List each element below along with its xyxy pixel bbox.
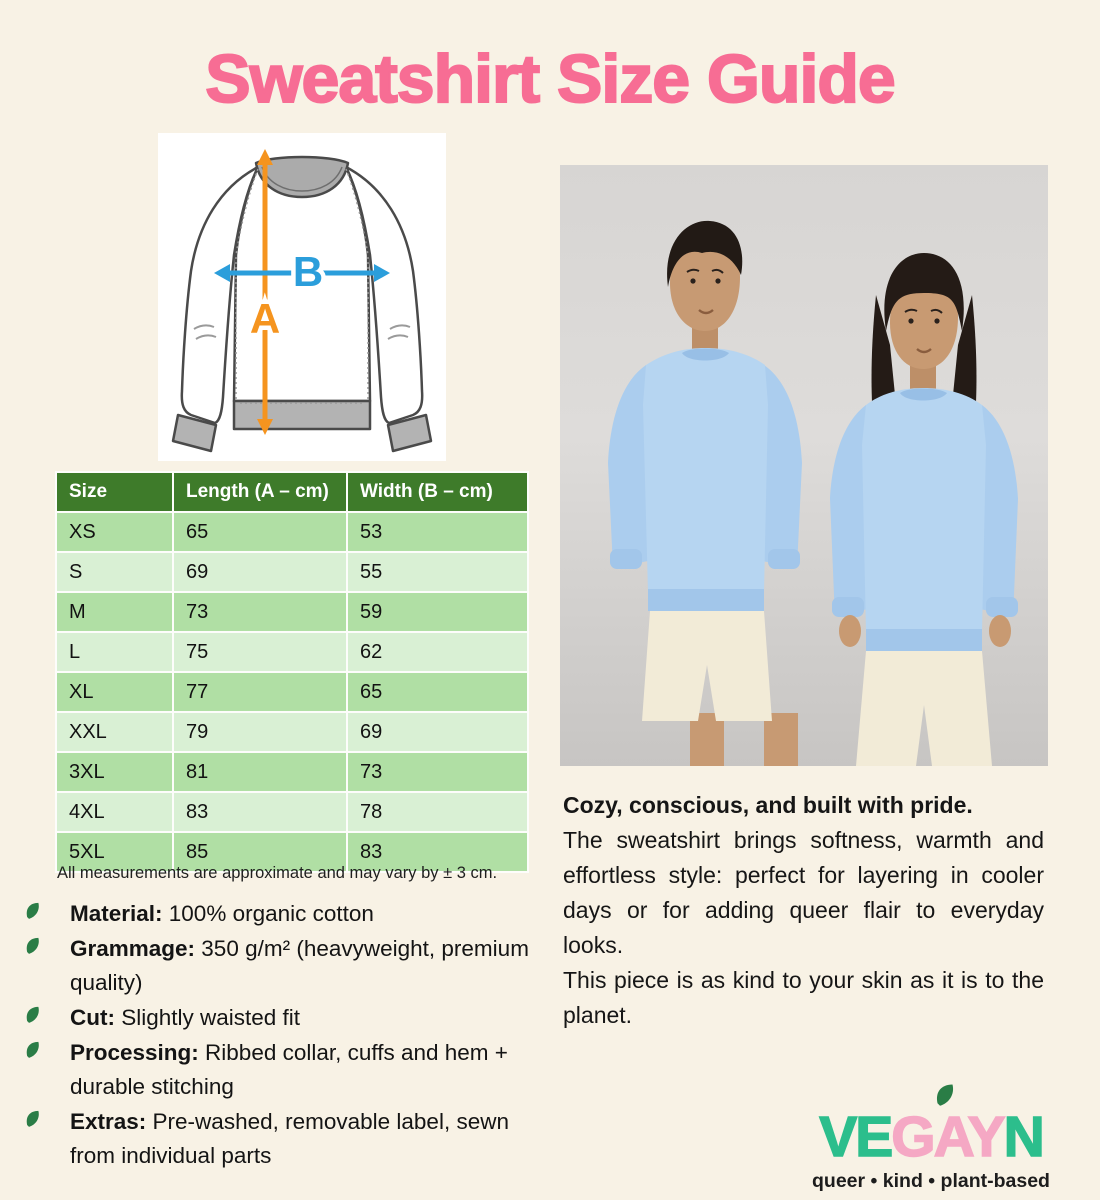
table-cell: 65	[347, 672, 528, 712]
logo-part-1: VE	[819, 1105, 892, 1169]
logo-wordmark	[810, 1105, 1052, 1169]
brand-logo	[810, 1082, 1052, 1194]
feature-label: Extras:	[70, 1109, 147, 1134]
leaves-icon	[24, 1040, 64, 1070]
size-table	[55, 471, 529, 873]
logo-tagline: queer • kind • plant-based	[812, 1170, 1050, 1192]
table-cell: 79	[173, 712, 347, 752]
feature-text: Processing: Ribbed collar, cuffs and hem + durable stitching	[70, 1040, 508, 1099]
description-paragraph-1: The sweatshirt brings softness, warmth and effortless style: perfect for layering in cooler days or for adding queer flair to everyday looks.	[563, 827, 1044, 958]
column-header: Length (A – cm)	[173, 472, 347, 512]
table-cell: 85	[173, 832, 347, 872]
leaves-icon	[24, 936, 64, 966]
table-cell: 75	[173, 632, 347, 672]
measurement-note: All measurements are approximate and may vary by ± 3 cm.	[57, 864, 498, 882]
feature-item	[24, 1036, 536, 1104]
table-row	[56, 552, 528, 592]
table-cell: M	[56, 592, 173, 632]
feature-list	[24, 897, 536, 1174]
models-photo	[560, 165, 1048, 766]
table-cell: XS	[56, 512, 173, 552]
table-cell: 59	[347, 592, 528, 632]
label-a: A	[249, 295, 281, 342]
product-description	[563, 788, 1044, 1033]
feature-label: Grammage:	[70, 936, 196, 961]
table-row	[56, 672, 528, 712]
table-cell: 55	[347, 552, 528, 592]
table-cell: 77	[173, 672, 347, 712]
table-cell: 4XL	[56, 792, 173, 832]
feature-item	[24, 1001, 536, 1035]
leaves-icon	[24, 901, 64, 931]
table-row	[56, 712, 528, 752]
label-b: B	[292, 248, 324, 295]
table-cell: L	[56, 632, 173, 672]
logo-part-3: N	[1003, 1105, 1043, 1169]
leaves-icon	[24, 1109, 64, 1139]
table-cell: 83	[347, 832, 528, 872]
table-cell: 78	[347, 792, 528, 832]
table-row	[56, 512, 528, 552]
sweatshirt-measurement-diagram	[158, 133, 446, 461]
table-row	[56, 632, 528, 672]
feature-text: Extras: Pre-washed, removable label, sewn from individual parts	[70, 1109, 509, 1168]
table-cell: 53	[347, 512, 528, 552]
logo-part-2: GAY	[891, 1105, 1004, 1169]
table-cell: 69	[347, 712, 528, 752]
page-title: Sweatshirt Size Guide	[205, 41, 895, 117]
table-cell: XXL	[56, 712, 173, 752]
table-cell: XL	[56, 672, 173, 712]
table-cell: 73	[173, 592, 347, 632]
feature-item	[24, 897, 536, 931]
table-cell: 65	[173, 512, 347, 552]
table-cell: 83	[173, 792, 347, 832]
feature-text: Material: 100% organic cotton	[70, 901, 374, 926]
table-row	[56, 792, 528, 832]
leaves-icon	[24, 1005, 64, 1035]
table-row	[56, 592, 528, 632]
table-cell: 69	[173, 552, 347, 592]
size-table-header-row	[56, 472, 528, 512]
table-cell: S	[56, 552, 173, 592]
description-paragraph-2: This piece is as kind to your skin as it is to the planet.	[563, 967, 1044, 1028]
description-lead: Cozy, conscious, and built with pride.	[563, 792, 973, 818]
feature-label: Cut:	[70, 1005, 115, 1030]
size-table-body	[56, 512, 528, 872]
table-cell: 3XL	[56, 752, 173, 792]
feature-label: Material:	[70, 901, 163, 926]
feature-item	[24, 932, 536, 1000]
table-row	[56, 752, 528, 792]
table-cell: 62	[347, 632, 528, 672]
table-cell: 5XL	[56, 832, 173, 872]
feature-label: Processing:	[70, 1040, 199, 1065]
column-header: Width (B – cm)	[347, 472, 528, 512]
feature-text: Grammage: 350 g/m² (heavyweight, premium quality)	[70, 936, 529, 995]
feature-item	[24, 1105, 536, 1173]
table-cell: 81	[173, 752, 347, 792]
table-cell: 73	[347, 752, 528, 792]
column-header: Size	[56, 472, 173, 512]
feature-text: Cut: Slightly waisted fit	[70, 1005, 301, 1030]
